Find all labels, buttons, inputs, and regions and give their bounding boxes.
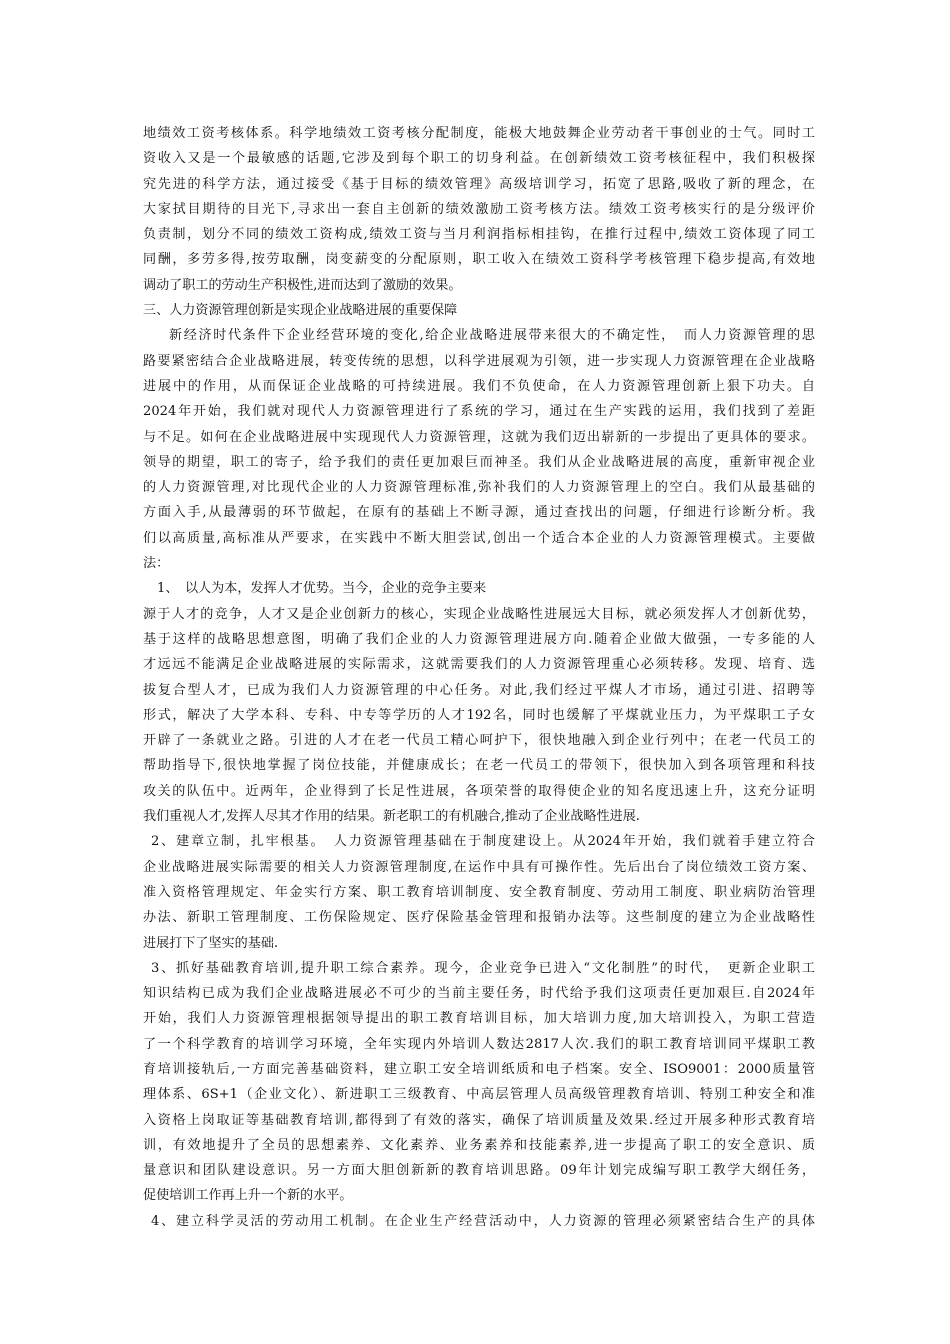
text-line: 拔复合型人才，已成为我们人力资源管理的中心任务。对此,我们经过平煤人才市场，通过引进、招聘等 (143, 682, 815, 698)
text-line: 准入资格管理规定、年金实行方案、职工教育培训制度、安全教育制度、劳动用工制度、职业病防治管理 (143, 884, 815, 900)
text-line: 1、 以人为本，发挥人才优势。当今，企业的竞争主要来 (157, 581, 487, 597)
text-line: 地绩效工资考核体系。科学地绩效工资考核分配制度，能极大地鼓舞企业劳动者干事创业的士气。同时工 (143, 126, 815, 141)
text-line: 我们重视人才,发挥人尽其才作用的结果。新老职工的有机融合,推动了企业战略性进展. (143, 809, 640, 825)
text-line: 调动了职工的劳动生产积极性,进而达到了激励的效果。 (143, 277, 462, 293)
text-line: 们以高质量,高标准从严要求，在实践中不断大胆尝试,创出一个适合本企业的人力资源管理模式。主要做 (143, 530, 815, 546)
text-line: 究先进的科学方法，通过接受《基于目标的绩效管理》高级培训学习，拓宽了思路,吸收了新的理念，在 (143, 176, 815, 192)
document-page (143, 121, 815, 1234)
text-line: 育培训接轨后,一方面完善基础资料，建立职工安全培训纸质和电子档案。安全、ISO9001：2000质量管 (143, 1061, 815, 1077)
text-line: 基于这样的战略思想意图，明确了我们企业的人力资源管理进展方向.随着企业做大做强，一专多能的人 (143, 631, 815, 647)
text-line: 进展中的作用，从而保证企业战略的可持续进展。我们不负使命，在人力资源管理创新上狠下功夫。自 (143, 378, 815, 394)
text-line: 办法、新职工管理制度、工伤保险规定、医疗保险基金管理和报销办法等。这些制度的建立为企业战略性 (143, 910, 815, 926)
text-line: 2、建章立制，扎牢根基。 人力资源管理基础在于制度建设上。从2024年开始，我们就着手建立符合 (151, 834, 815, 850)
text-line: 企业战略进展实际需要的相关人力资源管理制度,在运作中具有可操作性。先后出台了岗位绩效工资方案、 (143, 859, 815, 875)
text-line: 进展打下了坚实的基础. (143, 935, 279, 951)
text-line: 2024年开始，我们就对现代人力资源管理进行了系统的学习，通过在生产实践的运用，我们找到了差距 (143, 404, 815, 420)
text-line: 知识结构已成为我们企业战略进展必不可少的当前主要任务，时代给予我们这项责任更加艰巨.自2024年 (143, 986, 815, 1002)
text-line: 开辟了一条就业之路。引进的人才在老一代员工精心呵护下，很快地融入到企业行列中；在老一代员工的 (143, 733, 815, 749)
text-line: 方面入手,从最薄弱的环节做起，在原有的基础上不断寻源，通过查找出的问题，仔细进行诊断分析。我 (143, 505, 815, 521)
text-line: 资收入又是一个最敏感的话题,它涉及到每个职工的切身利益。在创新绩效工资考核征程中，我们积极探 (143, 151, 815, 167)
text-line: 同酬，多劳多得,按劳取酬，岗变薪变的分配原则，职工收入在绩效工资科学考核管理下稳步提高,有效地 (143, 252, 815, 268)
text-line: 负责制，划分不同的绩效工资构成,绩效工资与当月利润指标相挂钩，在推行过程中,绩效工资体现了同工 (143, 227, 815, 243)
text-line: 形式，解决了大学本科、专科、中专等学历的人才192名，同时也缓解了平煤就业压力，为平煤职工子女 (143, 707, 815, 723)
text-line: 攻关的队伍中。近两年，企业得到了长足性进展，各项荣誉的取得使企业的知名度迅速上升，这充分证明 (143, 783, 815, 799)
text-line: 3、抓好基础教育培训,提升职工综合素养。现今，企业竞争已进入“文化制胜”的时代， 更新企业职工 (151, 960, 815, 976)
text-line: 训，有效地提升了全员的思想素养、文化素养、业务素养和技能素养,进一步提高了职工的安全意识、质 (143, 1137, 815, 1153)
text-line: 促使培训工作再上升一个新的水平。 (143, 1188, 353, 1204)
text-line: 大家拭目期待的目光下,寻求出一套自主创新的绩效激励工资考核方法。绩效工资考核实行的是分级评价 (143, 201, 815, 217)
text-line: 4、建立科学灵活的劳动用工机制。在企业生产经营活动中，人力资源的管理必须紧密结合生产的具体 (151, 1213, 815, 1229)
text-line: 量意识和团队建设意识。另一方面大胆创新新的教育培训思路。09年计划完成编写职工教学大纲任务， (143, 1163, 815, 1179)
text-line: 新经济时代条件下企业经营环境的变化,给企业战略进展带来很大的不确定性， 而人力资源管理的思 (169, 328, 815, 344)
text-line: 与不足。如何在企业战略进展中实现现代人力资源管理，这就为我们迈出崭新的一步提出了更具体的要求。 (143, 429, 815, 445)
text-line: 领导的期望，职工的寄子，给予我们的责任更加艰巨而神圣。我们从企业战略进展的高度，重新审视企业 (143, 454, 815, 470)
text-line: 的人力资源管理,对比现代企业的人力资源管理标准,弥补我们的人力资源管理上的空白。我们从最基础的 (143, 480, 815, 496)
text-line: 法： (143, 556, 170, 572)
text-line: 了一个科学教育的培训学习环境，全年实现内外培训人数达2817人次.我们的职工教育培训同平煤职工教 (143, 1036, 815, 1052)
text-line: 才远远不能满足企业战略进展的实际需求，这就需要我们的人力资源管理重心必须转移。发现、培育、选 (143, 657, 815, 673)
text-line: 路要紧密结合企业战略进展，转变传统的思想，以科学进展观为引领，进一步实现人力资源管理在企业战略 (143, 353, 815, 369)
text-line: 开始，我们人力资源管理根据领导提出的职工教育培训目标，加大培训力度,加大培训投入，为职工营造 (143, 1011, 815, 1027)
text-line: 理体系、6S+1（企业文化）、新进职工三级教育、中高层管理人员高级管理教育培训、特别工种安全和准 (143, 1087, 815, 1103)
text-line: 三、人力资源管理创新是实现企业战略进展的重要保障 (143, 303, 458, 319)
text-line: 帮助指导下,很快地掌握了岗位技能，并健康成长；在老一代员工的带领下，很快加入到各项管理和科技 (143, 758, 815, 774)
text-line: 入资格上岗取证等基础教育培训,都得到了有效的落实，确保了培训质量及效果.经过开展多种形式教育培 (143, 1112, 815, 1128)
text-line: 源于人才的竞争，人才又是企业创新力的核心，实现企业战略性进展远大目标，就必须发挥人才创新优势， (143, 606, 815, 622)
